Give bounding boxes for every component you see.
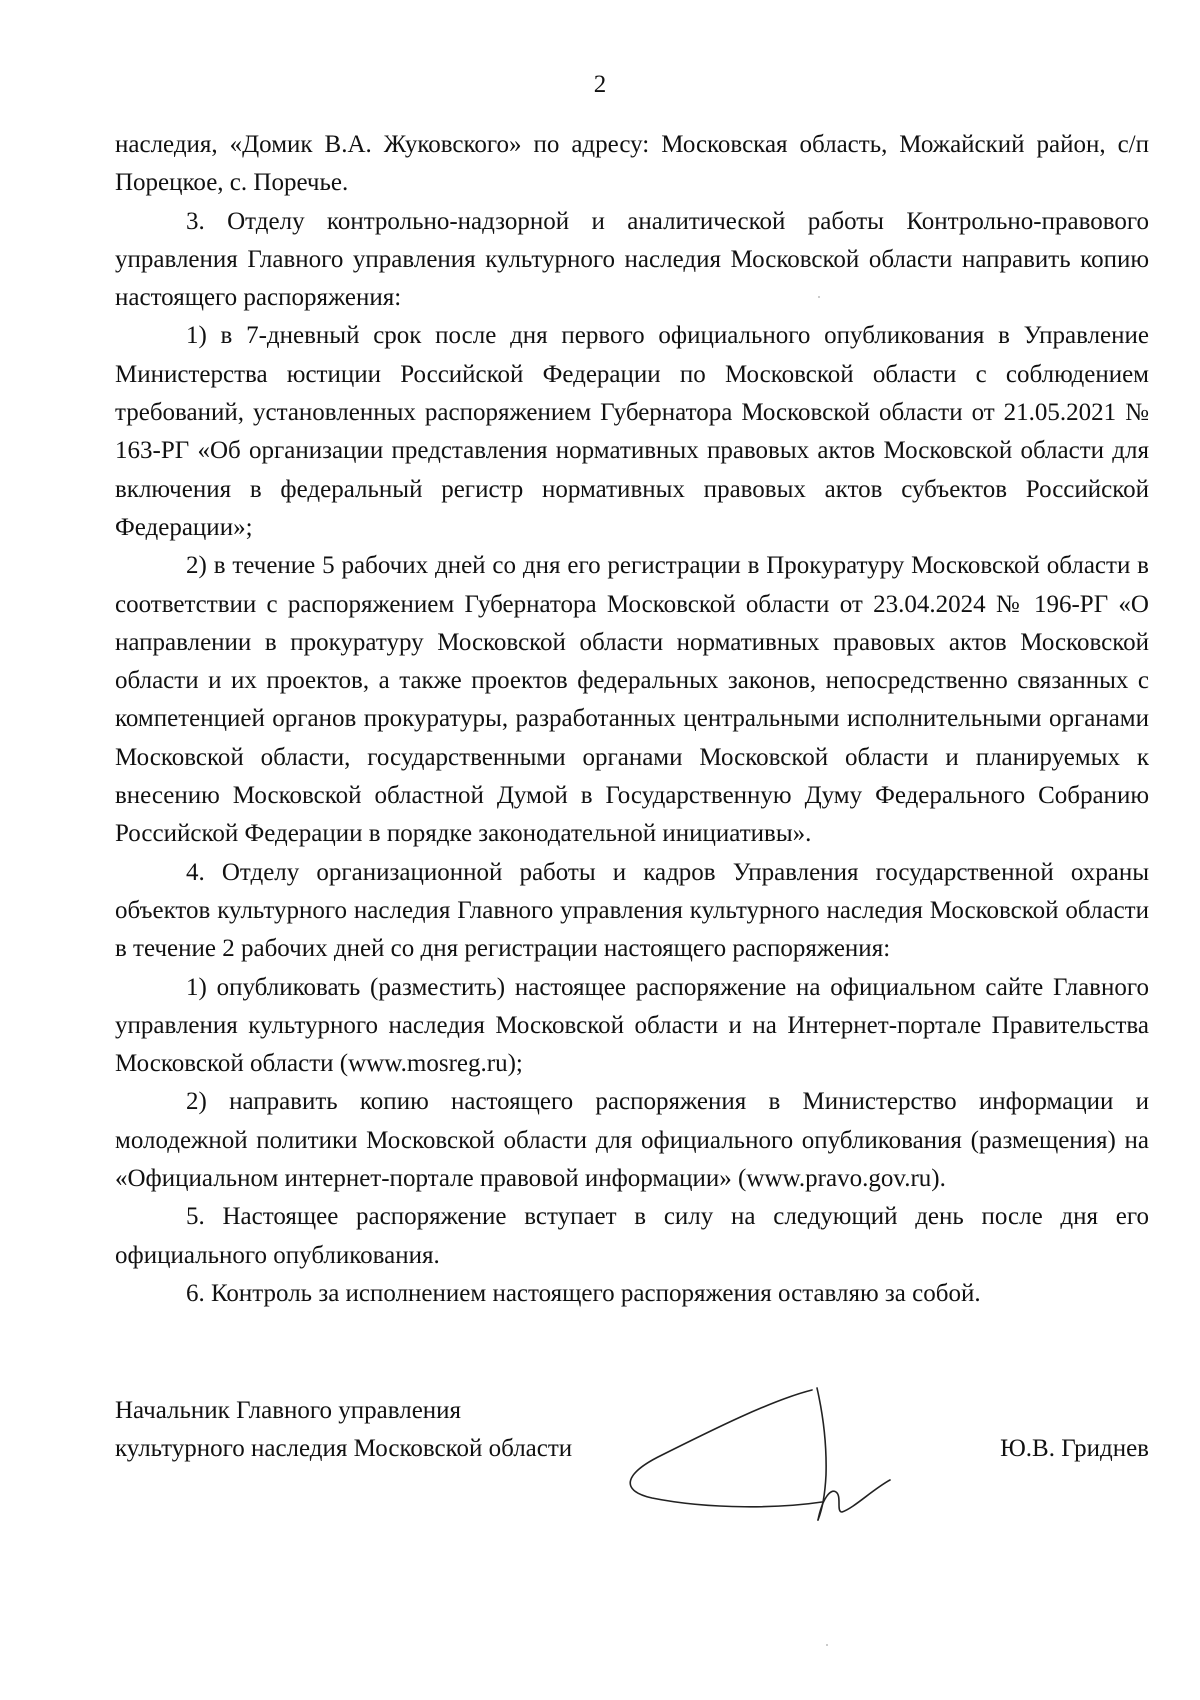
- paragraph-item-3-2: 2) в течение 5 рабочих дней со дня его регистрации в Прокуратуру Московской области в соответствии с распоряжением Губернатора Московской области от 23.04.2024 № 196-РГ «О направлении в прокуратуру Московской области нормативных правовых актов Московской области и их проектов, а также проектов федеральных законов, непосредственно связанных с компетенцией органов прокуратуры, разработанных центральными исполнительными органами Московской области, государственными органами Московской области и планируемых к внесению Московской областной Думой в Государственную Думу Федерального Собранию Российской Федерации в порядке законодательной инициативы».: [115, 552, 1149, 848]
- signatory-position-line-1: Начальник Главного управления: [115, 1397, 462, 1424]
- page-number: 2: [593, 71, 607, 98]
- signatory-position: [115, 1392, 675, 1468]
- paragraph-item-3-1: 1) в 7-дневный срок после дня первого официального опубликования в Управление Министерства юстиции Российской Федерации по Московской области с соблюдением требований, установленных распоряжением Губернатора Московской области от 21.05.2021 № 163-РГ «Об организации представления нормативных правовых актов Московской области для включения в федеральный регистр нормативных правовых актов субъектов Российской Федерации»;: [115, 322, 1149, 541]
- paragraph-item-5: 5. Настоящее распоряжение вступает в силу на следующий день после дня его официального опубликования.: [115, 1203, 1149, 1269]
- signatory-position-line-2: культурного наследия Московской области: [115, 1435, 573, 1462]
- paragraph-continuation: наследия, «Домик В.А. Жуковского» по адресу: Московская область, Можайский район, с/п Порецкое, с. Поречье.: [115, 131, 1149, 197]
- handwritten-signature: [622, 1380, 922, 1530]
- paragraph-item-4: 4. Отделу организационной работы и кадров Управления государственной охраны объектов культурного наследия Главного управления культурного наследия Московской области в течение 2 рабочих дней со дня регистрации настоящего распоряжения:: [115, 858, 1149, 963]
- paragraph-item-3: 3. Отделу контрольно-надзорной и аналитической работы Контрольно-правового управления Главного управления культурного наследия Московской области направить копию настоящего распоряжения:: [115, 207, 1149, 312]
- paragraph-item-4-1: 1) опубликовать (разместить) настоящее распоряжение на официальном сайте Главного управления культурного наследия Московской области и на Интернет-портале Правительства Московской области (www.mosreg.ru);: [115, 973, 1149, 1078]
- document-body: [115, 126, 1149, 1313]
- scan-artifact: [826, 1644, 828, 1646]
- paragraph-item-4-2: 2) направить копию настоящего распоряжения в Министерство информации и молодежной политики Московской области для официального опубликования (размещения) на «Официальном интернет-портале правовой информации» (www.pravo.gov.ru).: [115, 1088, 1149, 1193]
- scan-artifact: [818, 296, 820, 298]
- signatory-name: Ю.В. Гриднев: [1000, 1435, 1149, 1462]
- paragraph-item-6: 6. Контроль за исполнением настоящего распоряжения оставляю за собой.: [186, 1279, 981, 1307]
